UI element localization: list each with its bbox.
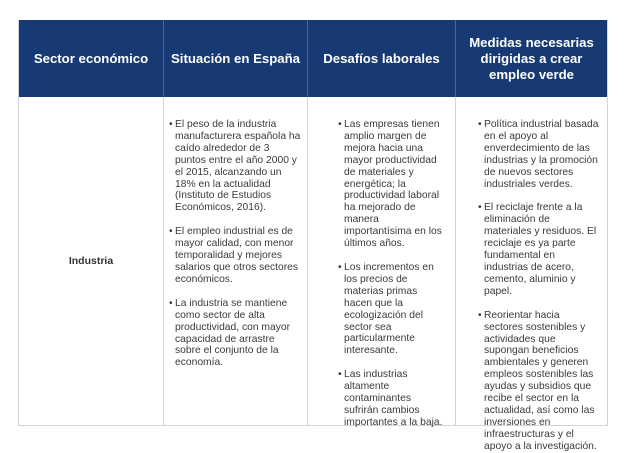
list-item: • Las empresas tienen amplio margen de mejora hacia una mayor productividad de materiales y energética; la productividad laboral ha mejorado de manera importantísima en los últimos años. (338, 119, 447, 250)
table-row (19, 97, 607, 452)
header-medidas-empleo-verde: Medidas necesarias dirigidas a crear empleo verde (455, 20, 607, 97)
situacion-list (164, 97, 307, 369)
header-situacion-espana: Situación en España (163, 20, 307, 97)
header-sector-economico: Sector económico (33, 50, 149, 66)
desafios-list (308, 97, 455, 429)
list-item: • Reorientar hacia sectores sostenibles y actividades que supongan beneficios ambientales y generen empleos sostenibles las ayudas y subsidios que recibe el sector en la actualidad, así como las inversiones en infraestructuras y el apoyo a la investigación. (478, 310, 599, 453)
list-item: • La industria se mantiene como sector de alta productividad, con mayor capacidad de arrastre sobre el conjunto de la economía. (169, 298, 301, 369)
medidas-cell (455, 97, 607, 452)
medidas-list (456, 97, 607, 453)
header-desafios-laborales: Desafíos laborales (307, 20, 455, 97)
list-item: • El peso de la industria manufacturera española ha caído alrededor de 3 puntos entre el año 2000 y el 2015, alcanzando un 18% en la actualidad (Instituto de Estudios Económicos, 2016). (169, 119, 301, 214)
sector-cell (19, 97, 163, 425)
list-item: • Las industrias altamente contaminantes sufrirán cambios importantes a la baja. (338, 369, 447, 429)
list-item: • Política industrial basada en el apoyo al enverdecimiento de las industrias y la promoción de nuevos sectores industriales verdes. (478, 119, 599, 190)
desafios-cell (307, 97, 455, 428)
table-header (19, 20, 607, 97)
list-item: • Los incrementos en los precios de materias primas hacen que la ecologización del sector sea particularmente interesante. (338, 262, 447, 357)
sector-table (18, 20, 608, 452)
list-item: • El reciclaje frente a la eliminación de materiales y residuos. El reciclaje es ya parte fundamental en industrias de acero, cemento, aluminio y papel. (478, 202, 599, 297)
sector-label: Industria (68, 255, 114, 267)
situacion-cell (163, 97, 307, 425)
list-item: • El empleo industrial es de mayor calidad, con menor temporalidad y mejores salarios que otros sectores económicos. (169, 226, 301, 286)
